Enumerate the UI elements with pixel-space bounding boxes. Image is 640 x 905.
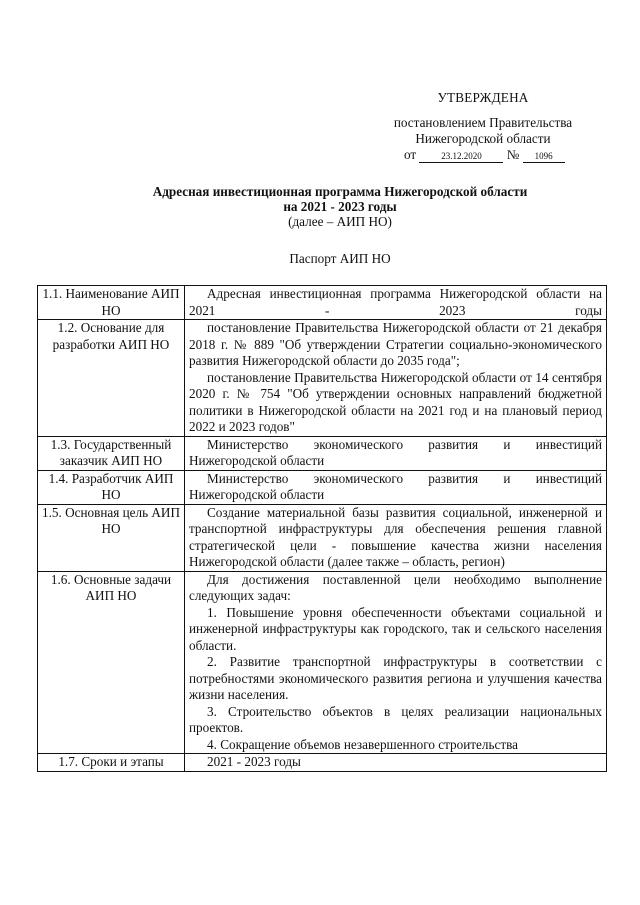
row-paragraph: Создание материальной базы развития социальной, инженерной и транспортной инфраструктуры для обеспечения решения главной стратегической цели - повышение качества жизни населения Нижегородской области (далее также – область, регион)	[189, 504, 602, 569]
row-paragraph: 2021 - 2023 годы	[207, 754, 301, 769]
approval-date-line	[380, 147, 586, 163]
document-title	[40, 184, 640, 229]
row-value	[185, 754, 607, 772]
row-value	[185, 470, 607, 504]
title-line-1: Адресная инвестиционная программа Нижегородской области	[152, 184, 528, 199]
table-row	[38, 571, 607, 754]
row-label: 1.2. Основание для разработки АИП НО	[38, 320, 185, 437]
approval-number: 1096	[523, 151, 565, 163]
table-row	[38, 286, 607, 320]
row-paragraph: постановление Правительства Нижегородской области от 14 сентября 2020 г. № 754 "Об утверждении основных направлений бюджетной политики в Нижегородской области на 2021 год и на плановый период 2022 и 2023 годов"	[189, 369, 602, 434]
row-paragraph: Министерство экономического развития и инвестиций Нижегородской области	[189, 436, 602, 468]
passport-table	[37, 285, 607, 772]
passport-title: Паспорт АИП НО	[289, 251, 391, 266]
row-paragraph: постановление Правительства Нижегородской области от 21 декабря 2018 г. № 889 "Об утверждении Стратегии социально-экономического развития Нижегородской области до 2035 года";	[189, 320, 602, 368]
row-value	[185, 286, 607, 320]
row-value	[185, 571, 607, 754]
row-paragraph: 1. Повышение уровня обеспеченности объектами социальной и инженерной инфраструктуры как городского, так и сельского населения области.	[189, 604, 602, 653]
date-prefix: от	[404, 147, 417, 162]
row-value	[185, 320, 607, 437]
table-row	[38, 470, 607, 504]
table-row	[38, 754, 607, 772]
row-paragraph: 2. Развитие транспортной инфраструктуры в соответствии с потребностями экономического развития региона и улучшения качества жизни населения.	[189, 654, 602, 702]
row-label: 1.4. Разработчик АИП НО	[38, 470, 185, 504]
approval-heading: УТВЕРЖДЕНА	[437, 90, 529, 105]
row-value	[185, 504, 607, 571]
row-paragraph: Министерство экономического развития и инвестиций Нижегородской области	[189, 470, 602, 502]
row-paragraph: Для достижения поставленной цели необходимо выполнение следующих задач:	[189, 571, 602, 603]
row-label: 1.7. Сроки и этапы	[38, 754, 185, 772]
approval-line-2: Нижегородской области	[415, 131, 551, 146]
row-label: 1.6. Основные задачи АИП НО	[38, 571, 185, 754]
number-prefix: №	[506, 147, 520, 162]
row-value	[185, 436, 607, 470]
row-label: 1.1. Наименование АИП НО	[38, 286, 185, 320]
table-row	[38, 320, 607, 437]
row-paragraph: 3. Строительство объектов в целях реализации национальных проектов.	[189, 703, 602, 735]
table-row	[38, 504, 607, 571]
row-paragraph: 4. Сокращение объемов незавершенного строительства	[207, 736, 518, 752]
approval-date: 23.12.2020	[419, 151, 503, 163]
table-row	[38, 436, 607, 470]
title-line-2: на 2021 - 2023 годы	[283, 199, 397, 214]
approval-line-1: постановлением Правительства	[393, 115, 573, 130]
row-label: 1.5. Основная цель АИП НО	[38, 504, 185, 571]
row-label: 1.3. Государственный заказчик АИП НО	[38, 436, 185, 470]
row-paragraph: Адресная инвестиционная программа Нижегородской области на 2021 - 2023 годы	[189, 286, 602, 318]
approval-block	[380, 90, 586, 163]
title-line-3: (далее – АИП НО)	[288, 214, 392, 229]
